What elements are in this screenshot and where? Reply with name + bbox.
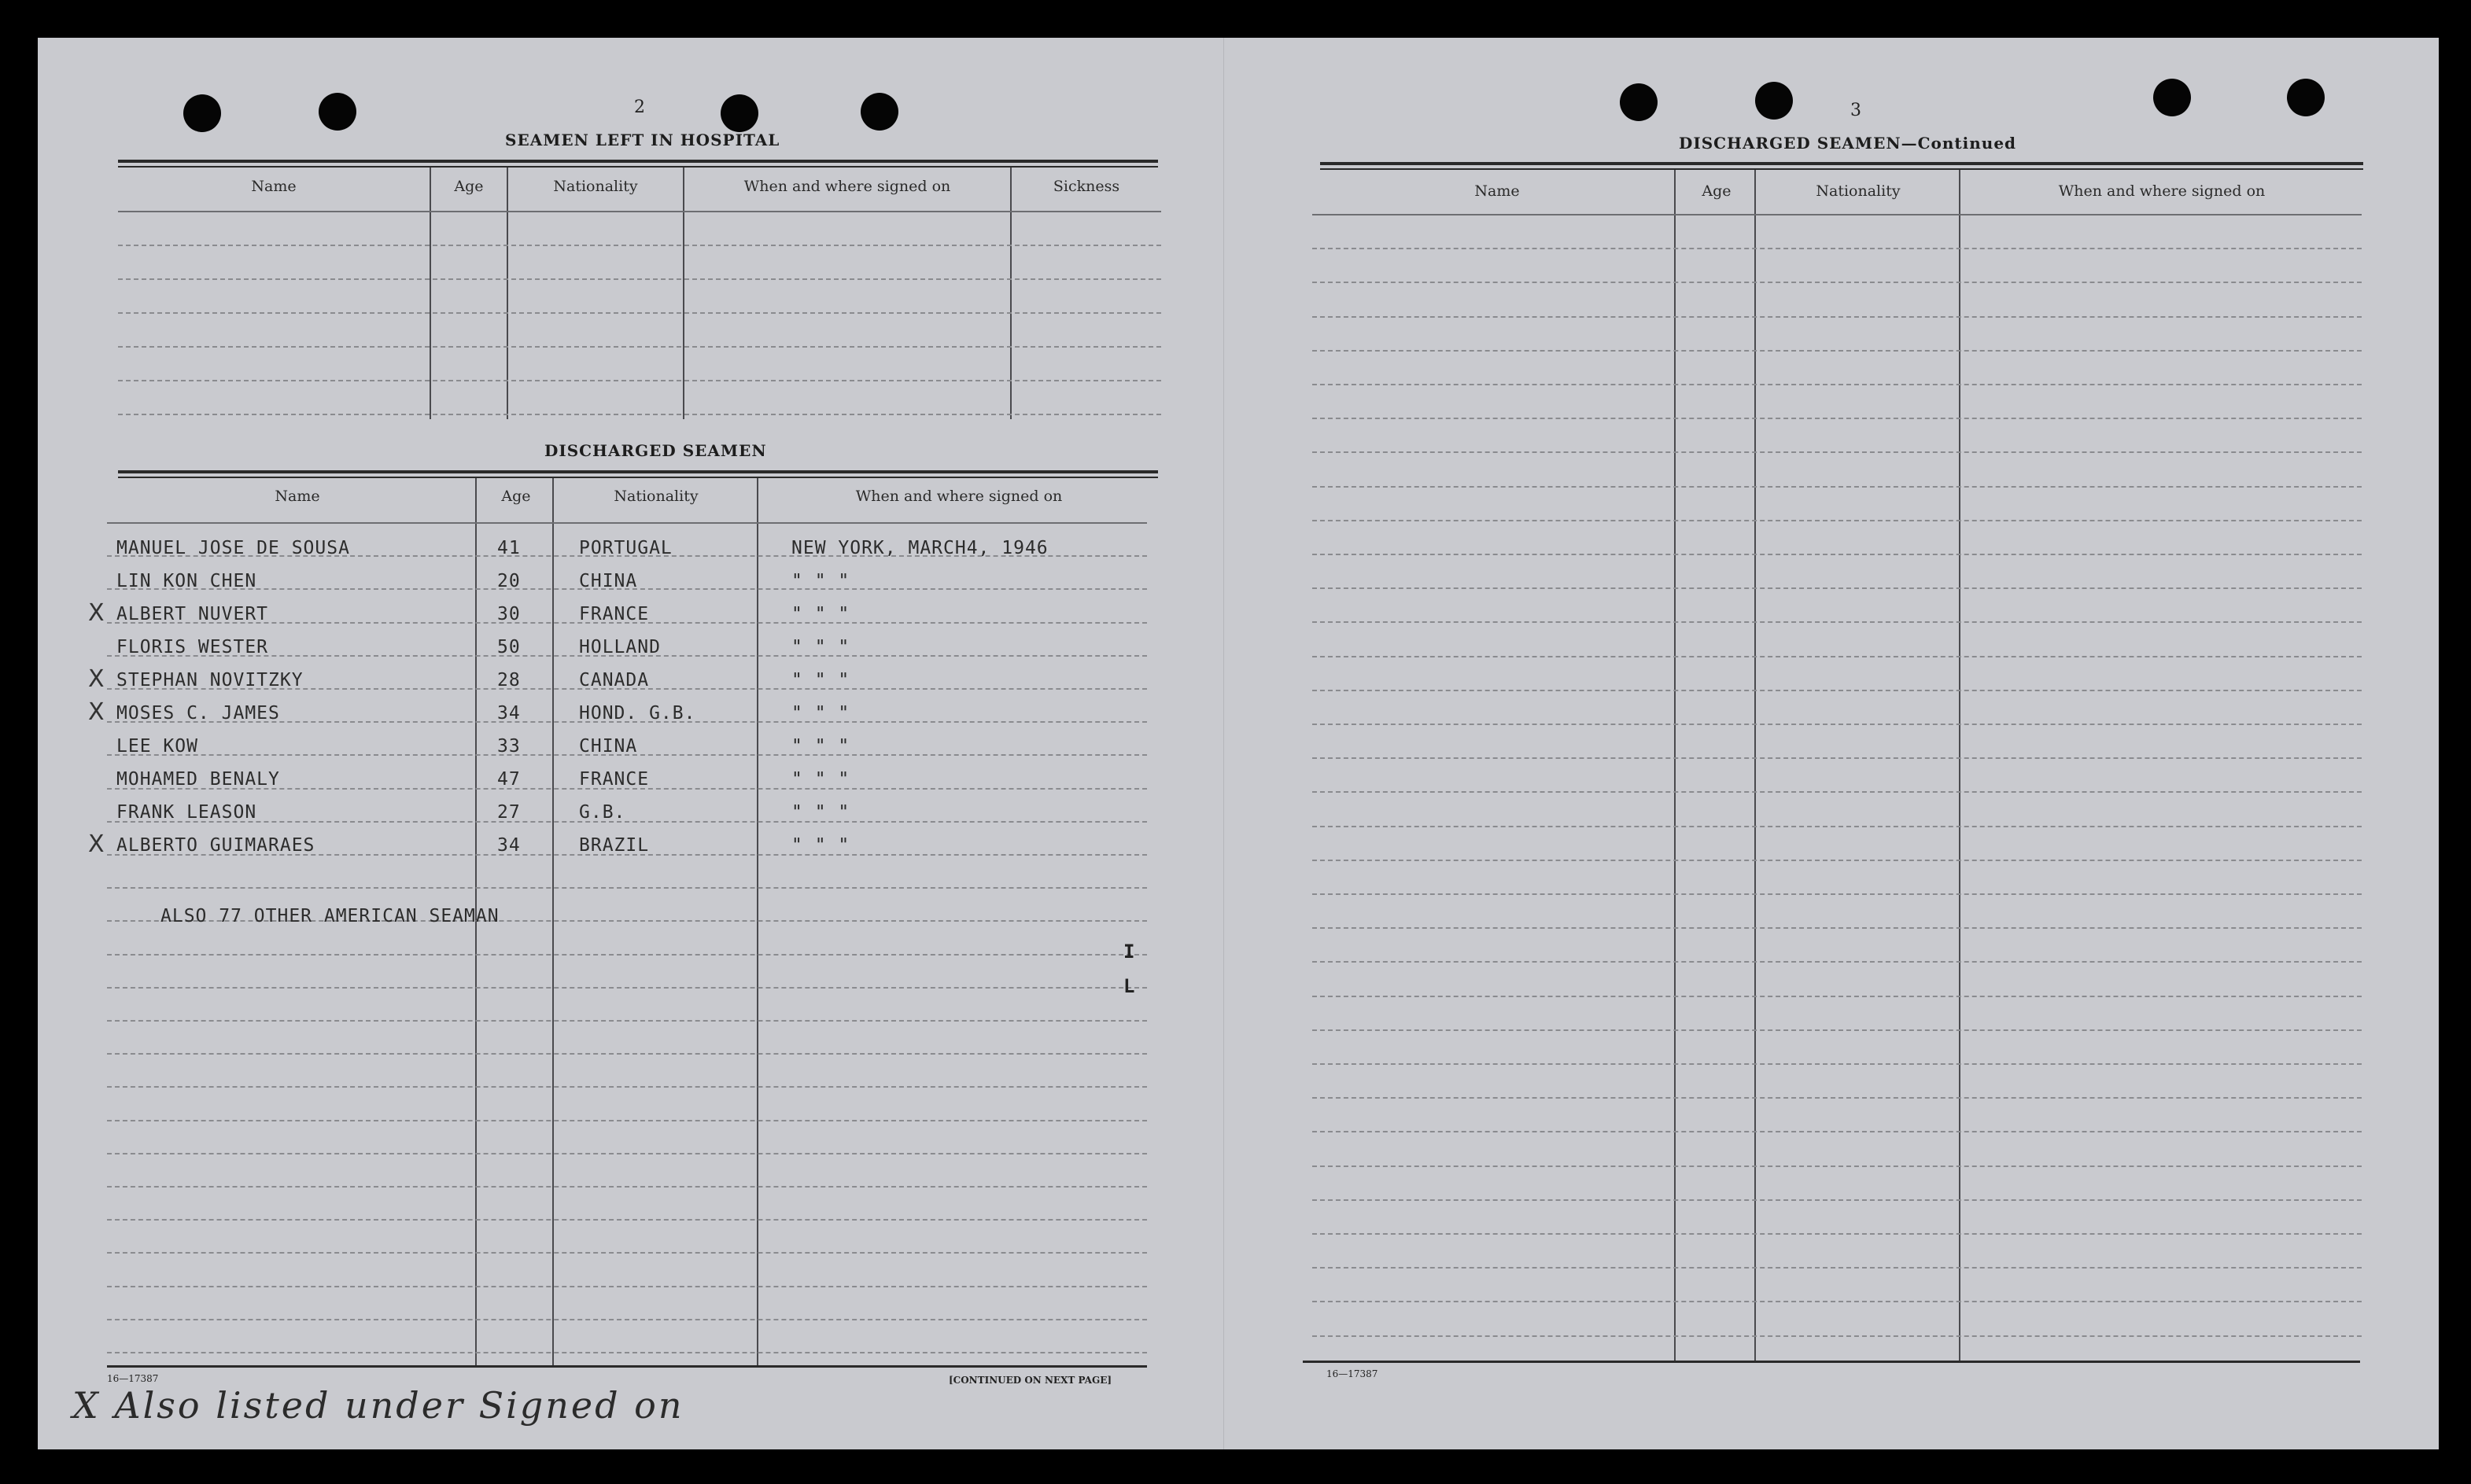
punch-hole: [183, 94, 221, 132]
column-header-name: Name: [1474, 182, 1520, 200]
page-number: 3: [1850, 101, 1861, 120]
seaman-name: MOSES C. JAMES: [116, 703, 280, 724]
column-header-name: Name: [251, 178, 297, 195]
column-header-name: Name: [275, 488, 320, 505]
page-fold: [1223, 38, 1224, 1449]
discharged-section-title: DISCHARGED SEAMEN: [544, 441, 767, 460]
column-divider: [1674, 170, 1676, 1362]
seaman-nationality: FRANCE: [579, 604, 650, 624]
ruled-line: [118, 414, 1161, 415]
seaman-age: 30: [497, 604, 521, 624]
seaman-nationality: CHINA: [579, 736, 638, 757]
ruled-line: [107, 1352, 1147, 1353]
ruled-line: [1312, 1165, 2362, 1167]
seaman-name: LEE KOW: [116, 736, 198, 757]
ruled-line: [1312, 996, 2362, 997]
ruled-line: [1312, 724, 2362, 725]
ruled-line: [107, 1286, 1147, 1287]
seaman-name: MANUEL JOSE DE SOUSA: [116, 538, 350, 558]
ruled-line: [1312, 1097, 2362, 1099]
seaman-age: 34: [497, 703, 521, 724]
column-header-age: Age: [454, 178, 484, 195]
ruled-line: [1312, 1199, 2362, 1201]
ruled-line: [1312, 350, 2362, 352]
check-mark: X: [88, 830, 105, 858]
seaman-nationality: PORTUGAL: [579, 538, 673, 558]
ruled-line: [107, 1020, 1147, 1022]
seaman-name: MOHAMED BENALY: [116, 769, 280, 790]
punch-hole: [2287, 79, 2325, 116]
ruled-line: [107, 821, 1147, 823]
ruled-line: [1312, 757, 2362, 759]
ruled-line: [118, 380, 1161, 381]
seaman-signed-on: " " ": [791, 835, 850, 856]
seaman-name: STEPHAN NOVITZKY: [116, 670, 304, 690]
ruled-line: [1312, 927, 2362, 929]
ruled-line: [1312, 1335, 2362, 1337]
form-number: 16—17387: [107, 1373, 159, 1384]
ruled-line: [1312, 316, 2362, 318]
ruled-line: [1312, 860, 2362, 861]
ruled-line: [107, 887, 1147, 889]
continued-note: [CONTINUED ON NEXT PAGE]: [949, 1375, 1112, 1386]
ruled-line: [118, 245, 1161, 246]
seaman-age: 20: [497, 571, 521, 591]
seaman-name: ALBERTO GUIMARAES: [116, 835, 315, 856]
ruled-line: [118, 211, 1161, 212]
header-rule: [1320, 168, 2363, 170]
column-header-signed-on: When and where signed on: [855, 488, 1063, 505]
right-section-title: DISCHARGED SEAMEN—Continued: [1679, 134, 2017, 153]
ruled-line: [1312, 893, 2362, 895]
ruled-line: [107, 522, 1147, 524]
note-other-seamen: ALSO 77 OTHER AMERICAN SEAMAN: [160, 906, 500, 926]
ruled-line: [107, 1186, 1147, 1188]
column-header-nationality: Nationality: [1816, 182, 1901, 200]
ruled-line: [1312, 1029, 2362, 1031]
ruled-line: [107, 1319, 1147, 1320]
seaman-age: 27: [497, 802, 521, 823]
seaman-nationality: HOLLAND: [579, 637, 661, 657]
ruled-line: [107, 1120, 1147, 1121]
column-divider: [430, 168, 431, 419]
ruled-line: [1312, 486, 2362, 488]
seaman-nationality: BRAZIL: [579, 835, 650, 856]
ruled-line: [1312, 1301, 2362, 1302]
column-divider: [1754, 170, 1756, 1362]
ruled-line: [107, 1252, 1147, 1254]
punch-hole: [1620, 83, 1658, 121]
seaman-name: FRANK LEASON: [116, 802, 257, 823]
ruled-line: [1312, 791, 2362, 793]
ruled-line: [1312, 826, 2362, 827]
ruled-line: [1312, 1267, 2362, 1269]
column-header-age: Age: [501, 488, 531, 505]
check-mark: X: [88, 698, 105, 726]
ruled-line: [107, 1053, 1147, 1055]
ruled-line: [118, 278, 1161, 280]
seaman-signed-on: " " ": [791, 703, 850, 724]
column-divider: [507, 168, 508, 419]
ruled-line: [1312, 418, 2362, 419]
ruled-line: [107, 1219, 1147, 1221]
column-header-age: Age: [1702, 182, 1732, 200]
ruled-line: [1312, 451, 2362, 453]
footer-rule: [107, 1365, 1147, 1368]
margin-mark: I: [1123, 941, 1135, 963]
seaman-signed-on: " " ": [791, 604, 850, 624]
seaman-nationality: CANADA: [579, 670, 650, 690]
page-number: 2: [634, 98, 645, 117]
punch-hole: [1755, 82, 1793, 120]
ruled-line: [1312, 1233, 2362, 1235]
punch-hole: [861, 93, 898, 131]
seaman-signed-on: NEW YORK, MARCH4, 1946: [791, 538, 1049, 558]
seaman-signed-on: " " ": [791, 637, 850, 657]
punch-hole: [721, 94, 758, 132]
ruled-line: [107, 987, 1147, 989]
ruled-line: [1312, 520, 2362, 521]
ruled-line: [1312, 214, 2362, 215]
ruled-line: [1312, 1063, 2362, 1065]
ruled-line: [1312, 690, 2362, 691]
column-header-signed-on: When and where signed on: [2058, 182, 2266, 200]
seaman-signed-on: " " ": [791, 736, 850, 757]
header-rule: [118, 470, 1158, 473]
ruled-line: [1312, 384, 2362, 385]
ruled-line: [1312, 554, 2362, 555]
seaman-nationality: HOND. G.B.: [579, 703, 696, 724]
ruled-line: [107, 954, 1147, 956]
header-rule: [118, 160, 1158, 163]
footer-rule: [1303, 1361, 2360, 1363]
ruled-line: [1312, 1131, 2362, 1132]
seaman-signed-on: " " ": [791, 571, 850, 591]
seaman-nationality: G.B.: [579, 802, 626, 823]
document-sheet: [38, 38, 2439, 1449]
ruled-line: [1312, 621, 2362, 623]
ruled-line: [1312, 961, 2362, 963]
column-header-nationality: Nationality: [614, 488, 699, 505]
handwritten-note: X Also listed under Signed on: [72, 1384, 684, 1427]
ruled-line: [107, 1086, 1147, 1088]
column-divider: [1959, 170, 1960, 1362]
ruled-line: [1312, 587, 2362, 589]
column-header-signed-on: When and where signed on: [743, 178, 951, 195]
column-header-sickness: Sickness: [1053, 178, 1120, 195]
ruled-line: [118, 346, 1161, 348]
seaman-age: 41: [497, 538, 521, 558]
column-divider: [1010, 168, 1012, 419]
check-mark: X: [88, 599, 105, 627]
margin-mark: L: [1123, 975, 1135, 997]
seaman-nationality: CHINA: [579, 571, 638, 591]
ruled-line: [107, 1153, 1147, 1154]
seaman-name: LIN KON CHEN: [116, 571, 257, 591]
punch-hole: [319, 93, 356, 131]
punch-hole: [2153, 79, 2191, 116]
header-rule: [1320, 162, 2363, 165]
ruled-line: [1312, 248, 2362, 249]
seaman-age: 33: [497, 736, 521, 757]
seaman-nationality: FRANCE: [579, 769, 650, 790]
seaman-signed-on: " " ": [791, 769, 850, 790]
hospital-section-title: SEAMEN LEFT IN HOSPITAL: [505, 131, 780, 149]
ruled-line: [1312, 656, 2362, 657]
seaman-signed-on: " " ": [791, 802, 850, 823]
header-rule: [118, 477, 1158, 478]
seaman-age: 28: [497, 670, 521, 690]
check-mark: X: [88, 665, 105, 693]
form-number: 16—17387: [1326, 1368, 1378, 1379]
header-rule: [118, 166, 1158, 168]
column-header-nationality: Nationality: [553, 178, 638, 195]
column-divider: [683, 168, 684, 419]
seaman-age: 34: [497, 835, 521, 856]
seaman-name: ALBERT NUVERT: [116, 604, 269, 624]
seaman-signed-on: " " ": [791, 670, 850, 690]
seaman-name: FLORIS WESTER: [116, 637, 269, 657]
ruled-line: [118, 312, 1161, 314]
ruled-line: [1312, 282, 2362, 283]
seaman-age: 50: [497, 637, 521, 657]
seaman-age: 47: [497, 769, 521, 790]
